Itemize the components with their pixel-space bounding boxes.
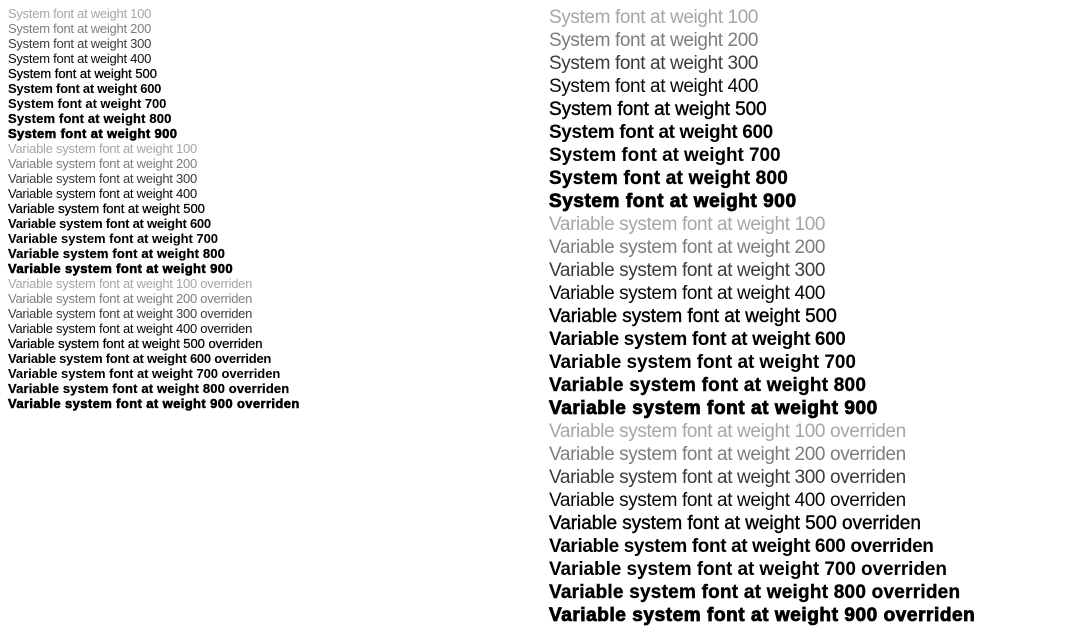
specimen-line-weight-400: Variable system font at weight 400 (8, 186, 197, 201)
specimen-line-weight-300: Variable system font at weight 300 overriden (8, 306, 253, 321)
specimen-line-weight-400: Variable system font at weight 400 overriden (549, 490, 906, 511)
specimen-line-weight-700: Variable system font at weight 700 (549, 352, 856, 373)
specimen-line-weight-400: Variable system font at weight 400 (549, 283, 826, 304)
specimen-column-small (8, 6, 300, 411)
specimen-line-weight-500: Variable system font at weight 500 overriden (8, 336, 263, 351)
specimen-line-weight-900: Variable system font at weight 900 overriden (549, 605, 976, 626)
specimen-line-weight-900: Variable system font at weight 900 overriden (8, 396, 300, 411)
specimen-line-weight-400: System font at weight 400 (549, 76, 759, 97)
specimen-line-weight-500: Variable system font at weight 500 (549, 306, 837, 327)
specimen-line-weight-700: Variable system font at weight 700 overriden (8, 366, 281, 381)
specimen-line-weight-800: Variable system font at weight 800 overriden (549, 582, 961, 603)
specimen-line-weight-800: Variable system font at weight 800 (549, 375, 867, 396)
specimen-line-weight-300: Variable system font at weight 300 (8, 171, 197, 186)
specimen-line-weight-500: System font at weight 500 (8, 66, 157, 81)
specimen-line-weight-200: Variable system font at weight 200 (549, 237, 826, 258)
specimen-line-weight-400: System font at weight 400 (8, 51, 152, 66)
specimen-line-weight-300: System font at weight 300 (549, 53, 759, 74)
specimen-line-weight-900: System font at weight 900 (549, 191, 797, 212)
specimen-line-weight-200: System font at weight 200 (549, 30, 759, 51)
specimen-line-weight-600: Variable system font at weight 600 overriden (549, 536, 934, 557)
specimen-line-weight-200: System font at weight 200 (8, 21, 152, 36)
specimen-line-weight-200: Variable system font at weight 200 overriden (549, 444, 906, 465)
specimen-column-large (549, 6, 975, 627)
specimen-line-weight-500: Variable system font at weight 500 overriden (549, 513, 921, 534)
specimen-line-weight-600: Variable system font at weight 600 overriden (8, 351, 272, 366)
specimen-line-weight-500: System font at weight 500 (549, 99, 767, 120)
specimen-line-weight-900: Variable system font at weight 900 (8, 261, 233, 276)
specimen-line-weight-600: Variable system font at weight 600 (549, 329, 846, 350)
specimen-line-weight-100: System font at weight 100 (8, 6, 152, 21)
specimen-line-weight-600: Variable system font at weight 600 (8, 216, 211, 231)
specimen-line-weight-700: System font at weight 700 (549, 145, 781, 166)
specimen-line-weight-100: Variable system font at weight 100 (8, 141, 197, 156)
specimen-line-weight-500: Variable system font at weight 500 (8, 201, 205, 216)
specimen-line-weight-800: Variable system font at weight 800 overriden (8, 381, 290, 396)
specimen-line-weight-100: System font at weight 100 (549, 7, 759, 28)
specimen-line-weight-700: System font at weight 700 (8, 96, 167, 111)
specimen-line-weight-700: Variable system font at weight 700 (8, 231, 218, 246)
specimen-line-weight-900: Variable system font at weight 900 (549, 398, 878, 419)
specimen-line-weight-100: Variable system font at weight 100 (549, 214, 826, 235)
specimen-line-weight-300: System font at weight 300 (8, 36, 152, 51)
specimen-line-weight-800: System font at weight 800 (549, 168, 789, 189)
specimen-line-weight-200: Variable system font at weight 200 overriden (8, 291, 253, 306)
specimen-line-weight-600: System font at weight 600 (549, 122, 773, 143)
specimen-line-weight-900: System font at weight 900 (8, 126, 178, 141)
specimen-line-weight-100: Variable system font at weight 100 overriden (8, 276, 253, 291)
specimen-line-weight-300: Variable system font at weight 300 (549, 260, 826, 281)
specimen-line-weight-200: Variable system font at weight 200 (8, 156, 197, 171)
specimen-line-weight-300: Variable system font at weight 300 overriden (549, 467, 906, 488)
specimen-line-weight-600: System font at weight 600 (8, 81, 162, 96)
specimen-line-weight-400: Variable system font at weight 400 overriden (8, 321, 253, 336)
specimen-line-weight-700: Variable system font at weight 700 overriden (549, 559, 947, 580)
specimen-line-weight-100: Variable system font at weight 100 overriden (549, 421, 906, 442)
specimen-line-weight-800: System font at weight 800 (8, 111, 172, 126)
specimen-line-weight-800: Variable system font at weight 800 (8, 246, 225, 261)
